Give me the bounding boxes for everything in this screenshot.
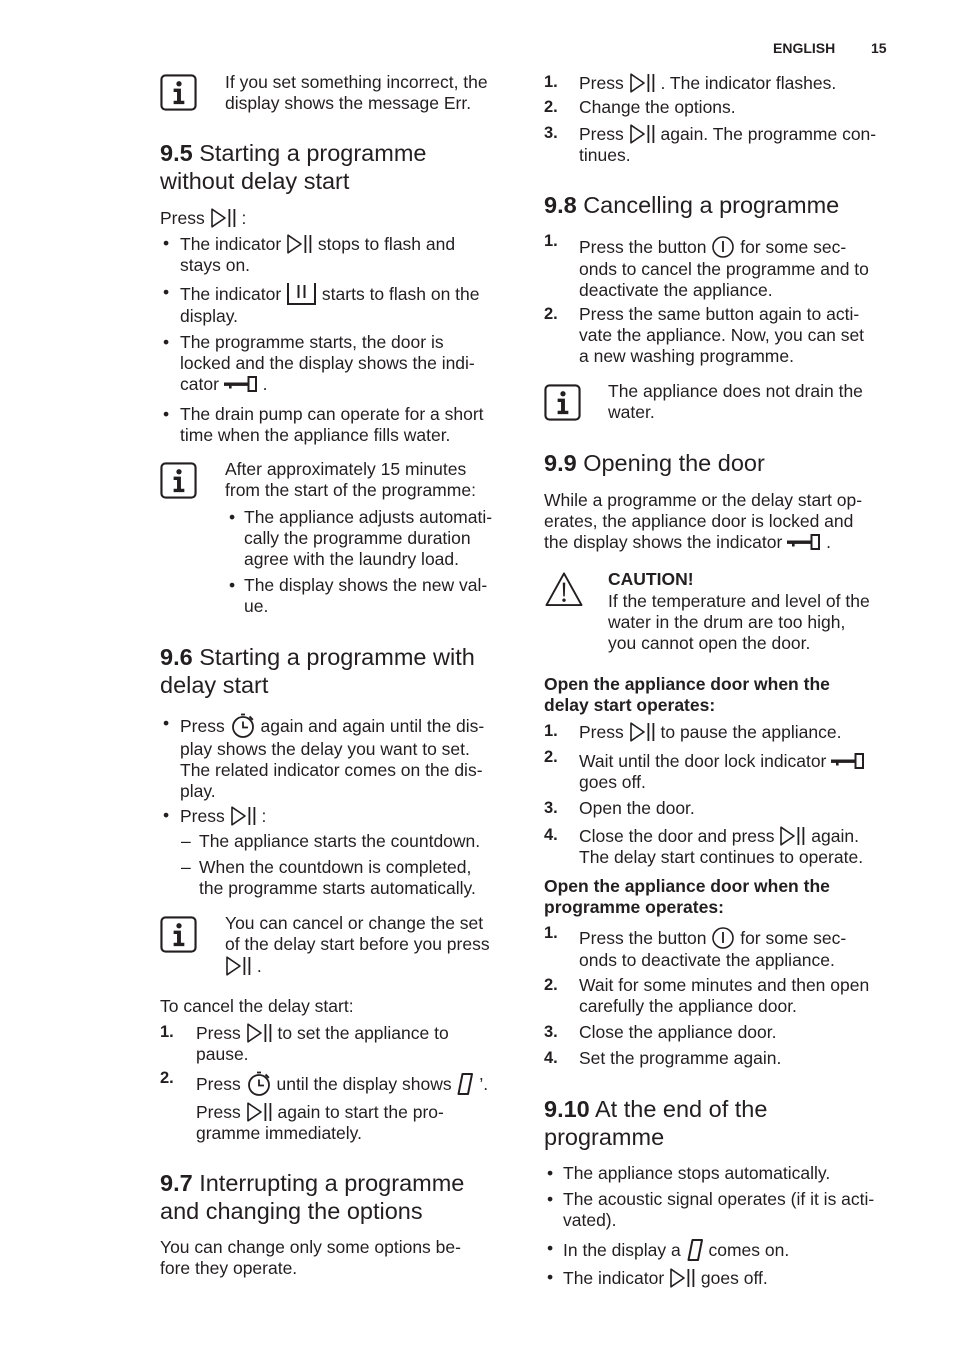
start-pause-icon [669,1267,696,1289]
step-number: 2. [544,98,558,116]
list-item [180,805,266,827]
step-number: 1. [544,232,558,250]
list-item [563,1163,830,1184]
step-text-part: Press the button [579,928,707,948]
door-lock-indicator-icon [286,282,317,306]
step-text-part: again to start the pro- gramme immediately. [196,1102,444,1143]
display-digit-zero-icon [686,1238,704,1262]
info-note [225,72,488,114]
section-heading [544,191,839,219]
instruction-text: : [241,208,247,228]
list-item-text: The indicator [180,234,282,254]
step-text-part: Press [579,73,624,93]
step-number: 4. [544,1049,558,1067]
dash-item [199,857,476,899]
paragraph-text: . [826,532,831,552]
start-pause-icon [225,955,252,977]
step-text-part: Press the button [579,237,707,257]
step-text-part: Open the door. [579,798,695,818]
section-title: At the end of the programme [544,1096,768,1150]
step-number: 3. [544,1023,558,1041]
list-item [180,404,484,446]
paragraph-text: While a programme or the delay start op- erates, the appliance door is locked and the display shows the indicator [544,490,863,552]
step-text [579,975,869,1017]
dash-item-text: The appliance starts the countdown. [199,831,481,851]
press-instruction [160,207,246,229]
subheading [544,876,830,918]
list-item [180,282,480,327]
step-text-part: goes off. [579,772,646,792]
step-text [579,798,695,819]
step-text-part: Press [196,1102,241,1122]
caution-warning-icon [544,571,584,608]
list-item-text: goes off. [700,1268,768,1288]
paragraph [544,490,862,553]
section-heading [544,1095,767,1151]
step-number: 1. [544,924,558,942]
step-text-part: again. The programme con- tinues. [579,124,877,165]
key-lock-icon [831,752,865,770]
section-heading [544,449,765,477]
page-number: 15 [871,40,887,56]
subheading-text: Open the appliance door when the delay start operates: [544,674,830,715]
start-pause-icon [629,721,656,743]
delay-start-clock-icon [230,713,256,739]
list-item-text: The appliance adjusts automati- cally the programme duration agree with the laundry load. [244,507,493,569]
list-item-text: The appliance stops automatically. [563,1163,831,1183]
step-text [196,1071,488,1097]
list-item-text: The indicator [563,1268,665,1288]
step-text-part: Close the appliance door. [579,1022,777,1042]
step-number: 1. [160,1023,174,1041]
cancel-delay-intro: To cancel the delay start: [160,996,354,1016]
step-text-part: Wait for some minutes and then open carefully the appliance door. [579,975,870,1016]
power-button-icon [711,926,735,950]
list-item [244,507,492,570]
list-item-text: The drain pump can operate for a short time when the appliance fills water. [180,404,484,445]
step-text-part: Press the same button again to acti- vate the appliance. Now, you can set a new washing programme. [579,304,865,366]
list-item-text: The indicator [180,284,282,304]
step-text [579,751,865,793]
step-text-part: ’. [479,1074,489,1094]
step-number: 3. [544,124,558,142]
info-note-text: If you set something incorrect, the display shows the message Err. [225,72,488,113]
step-number: 1. [544,722,558,740]
step-text-part: again. The delay start continues to operate. [579,826,864,867]
section-number: 9.6 [160,644,193,670]
step-text-part: Press [196,1074,241,1094]
step-number: 2. [160,1069,174,1087]
section-title: Cancelling a programme [583,192,840,218]
list-item-text: The acoustic signal operates (if it is acti- vated). [563,1189,875,1230]
list-item [563,1189,874,1231]
section-title: Interrupting a programme and changing the options [160,1170,465,1224]
step-text-part: Wait until the door lock indicator [579,751,827,771]
display-digit-zero-icon [456,1072,474,1096]
section-title: Starting a programme with delay start [160,644,475,698]
list-item [180,233,455,276]
step-text [196,1101,444,1144]
step-text-part: Press [196,1023,241,1043]
step-text [579,97,736,118]
instruction-text: Press [160,208,205,228]
start-pause-icon [629,123,656,145]
step-text-part: to pause the appliance. [660,722,842,742]
paragraph-text: You can change only some options be- fore they operate. [160,1237,461,1278]
step-text-part: Press [579,722,624,742]
step-text [579,72,836,94]
step-text-part: . The indicator flashes. [660,73,837,93]
section-title: Starting a programme without delay start [160,140,427,194]
step-text-part: to set the appliance to pause. [196,1023,449,1064]
step-text [579,825,863,868]
start-pause-icon [629,72,656,94]
section-number: 9.8 [544,192,577,218]
info-icon [160,462,197,499]
step-number: 3. [544,799,558,817]
info-note-text: After approximately 15 minutes from the start of the programme: [225,459,476,500]
section-heading [160,139,426,195]
step-text [196,1022,449,1065]
list-item-text: Press [180,806,225,826]
caution-text [608,591,870,654]
start-pause-icon [246,1101,273,1123]
paragraph [160,1237,461,1279]
step-text-part: Change the options. [579,97,736,117]
start-pause-icon [779,825,806,847]
info-icon [544,384,581,421]
key-lock-icon [224,375,258,393]
step-text-part: Set the programme again. [579,1048,782,1068]
list-item [180,332,475,395]
caution-label: CAUTION! [608,569,694,589]
list-item [244,575,487,617]
section-heading [160,1169,464,1225]
list-item-text: comes on. [708,1240,790,1260]
section-number: 9.5 [160,140,193,166]
delay-start-clock-icon [246,1071,272,1097]
subheading [544,674,830,716]
info-note [225,459,476,501]
subheading-text: Open the appliance door when the programme operates: [544,876,830,917]
dash-item-text: When the countdown is completed, the programme starts automatically. [199,857,476,898]
info-note [608,381,863,423]
list-item-text: In the display a [563,1240,681,1260]
dash-item [199,831,480,852]
info-note-text: The appliance does not drain the water. [608,381,863,422]
section-title: Opening the door [583,450,765,476]
list-item-text: : [261,806,267,826]
info-note-text: You can cancel or change the set of the delay start before you press [225,913,490,954]
step-text-part: Press [579,124,624,144]
section-number: 9.10 [544,1096,590,1122]
start-pause-icon [246,1022,273,1044]
section-number: 9.9 [544,450,577,476]
step-text [579,1022,777,1043]
step-text-part: for some sec- onds to cancel the programme and to deactivate the appliance. [579,237,869,300]
step-text [579,304,864,367]
step-text [579,1048,781,1069]
info-note-text: . [256,956,262,976]
start-pause-icon [230,805,257,827]
list-item-text: again and again until the dis- play shows the delay you want to set. The related indicator comes on the dis- play. [180,716,485,801]
step-text [579,123,876,166]
list-item [563,1238,789,1262]
list-item-text: Press [180,716,225,736]
list-item [180,713,484,802]
step-number: 2. [544,305,558,323]
list-item-text: starts to flash on the display. [180,284,480,326]
list-item-text: The programme starts, the door is locked and the display shows the indi- cator [180,332,475,394]
section-number: 9.7 [160,1170,193,1196]
step-text-part: until the display shows [276,1074,452,1094]
info-note [225,913,490,977]
key-lock-icon [787,533,821,551]
step-text [579,235,869,301]
step-number: 4. [544,826,558,844]
info-icon [160,74,197,111]
info-icon [160,916,197,953]
step-number: 2. [544,748,558,766]
section-heading [160,643,475,699]
header-language: ENGLISH [773,40,836,56]
step-number: 2. [544,976,558,994]
step-text [579,721,841,743]
power-button-icon [711,235,735,259]
list-item [563,1267,768,1289]
list-item-text: . [262,374,268,394]
start-pause-icon [210,207,237,229]
step-text [579,926,846,971]
caution-text-body: If the temperature and level of the water in the drum are too high, you cannot open the door. [608,591,870,653]
list-item-text: The display shows the new val- ue. [244,575,488,616]
step-text-part: Close the door and press [579,826,775,846]
list-item-text: stops to flash and stays on. [180,234,456,275]
step-number: 1. [544,73,558,91]
start-pause-icon [286,233,313,255]
step-text-part: for some sec- onds to deactivate the appliance. [579,928,847,970]
